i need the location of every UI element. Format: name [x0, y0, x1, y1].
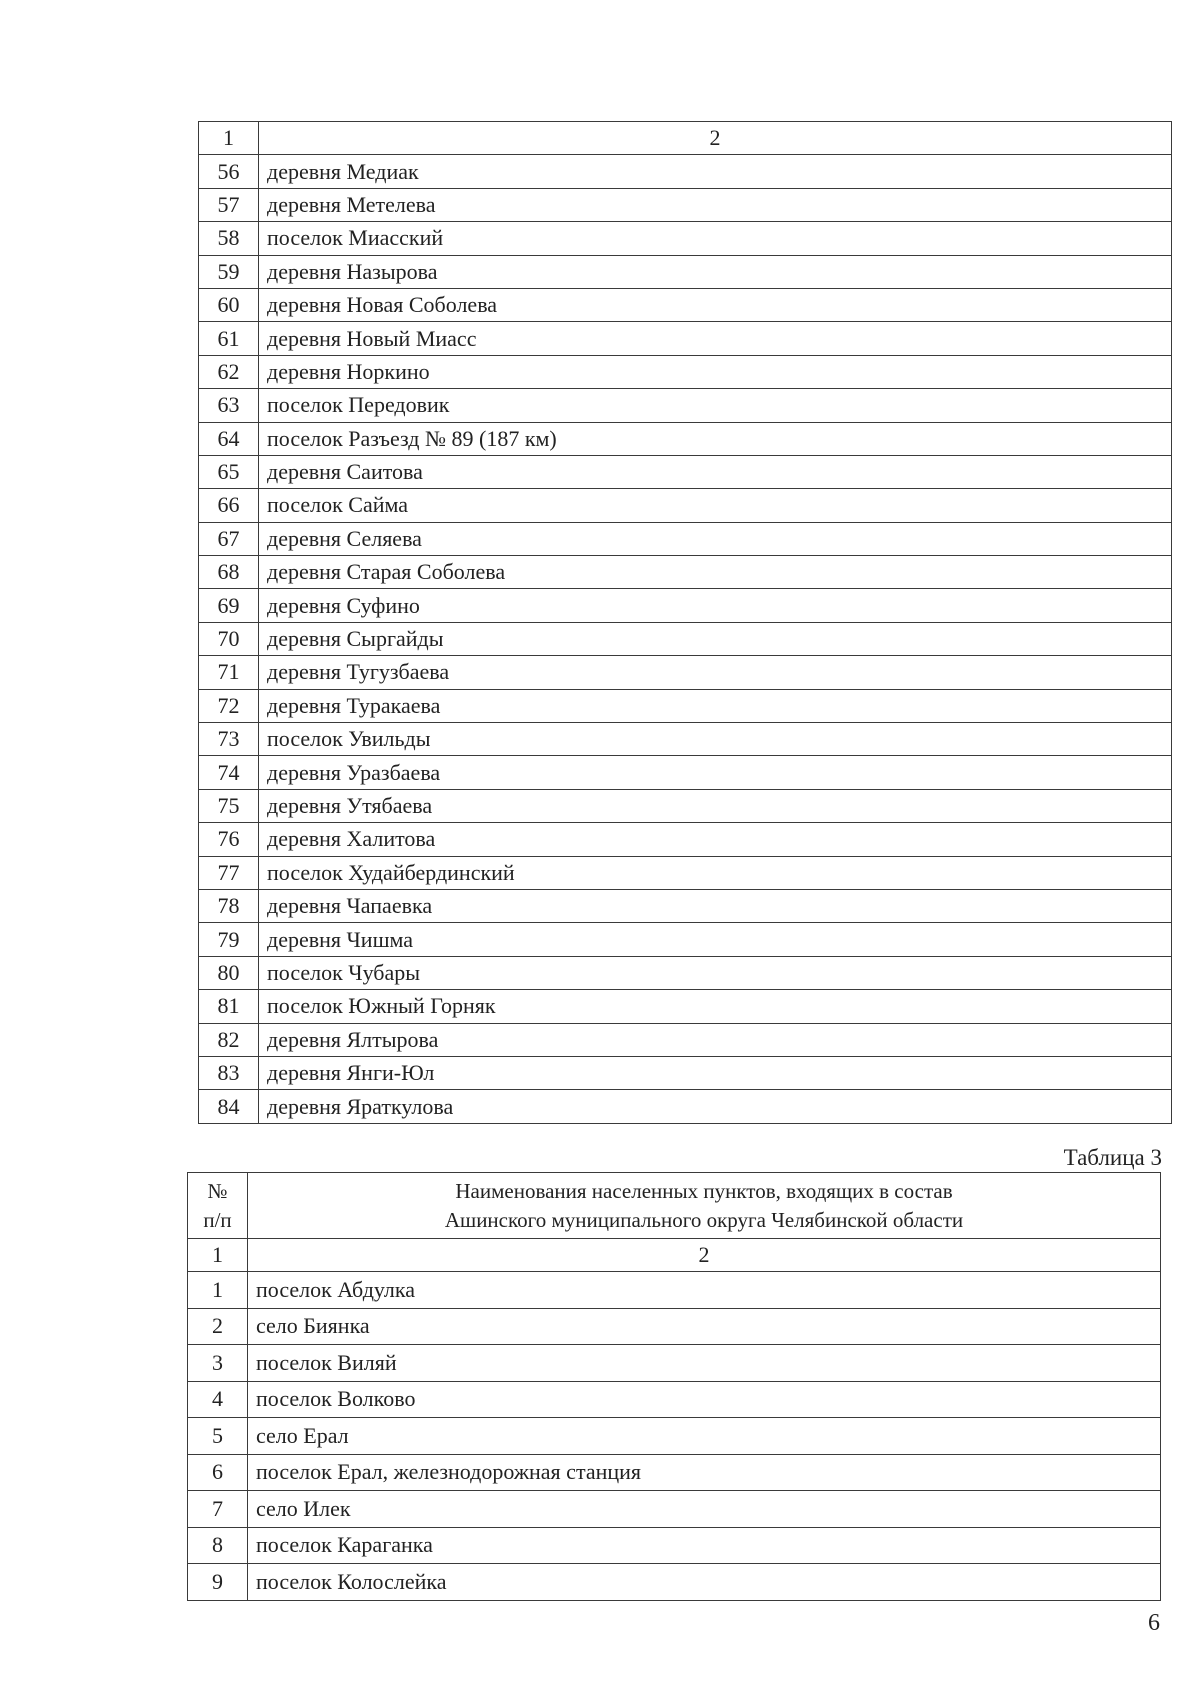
settlement-name: деревня Сыргайды: [259, 622, 1172, 655]
table-row: [199, 789, 1172, 822]
table-row: [199, 1056, 1172, 1089]
settlement-name: деревня Чишма: [259, 923, 1172, 956]
row-number: 84: [199, 1090, 259, 1123]
row-number: 56: [199, 155, 259, 188]
settlement-name: село Илек: [248, 1491, 1161, 1528]
table-row: [199, 288, 1172, 321]
row-number: 74: [199, 756, 259, 789]
table-row: [199, 155, 1172, 188]
settlement-name: поселок Южный Горняк: [259, 990, 1172, 1023]
table-row: [188, 1381, 1161, 1418]
row-number: 75: [199, 789, 259, 822]
column-index-2: 2: [248, 1239, 1161, 1272]
settlement-name: поселок Караганка: [248, 1527, 1161, 1564]
header-name-line-2: Ашинского муниципального округа Челябинской области: [444, 1207, 964, 1232]
settlement-name: поселок Увильды: [259, 723, 1172, 756]
row-number: 82: [199, 1023, 259, 1056]
table-row: [199, 455, 1172, 488]
table-row: [199, 422, 1172, 455]
row-number: 80: [199, 956, 259, 989]
row-number: 77: [199, 856, 259, 889]
header-number-cell: [188, 1173, 248, 1239]
table-row: [188, 1454, 1161, 1491]
table-row: [199, 489, 1172, 522]
row-number: 58: [199, 222, 259, 255]
page-number: 6: [1148, 1610, 1160, 1636]
row-number: 59: [199, 255, 259, 288]
table-row: [199, 689, 1172, 722]
settlement-name: деревня Яраткулова: [259, 1090, 1172, 1123]
settlement-name: деревня Утябаева: [259, 789, 1172, 822]
row-number: 62: [199, 355, 259, 388]
row-number: 65: [199, 455, 259, 488]
header-number-abbr: п/п: [203, 1207, 232, 1232]
row-number: 71: [199, 656, 259, 689]
table-row: [199, 956, 1172, 989]
settlement-name: поселок Передовик: [259, 389, 1172, 422]
row-number: 2: [188, 1308, 248, 1345]
row-number: 63: [199, 389, 259, 422]
row-number: 4: [188, 1381, 248, 1418]
settlement-name: поселок Ерал, железнодорожная станция: [248, 1454, 1161, 1491]
settlement-name: поселок Худайбердинский: [259, 856, 1172, 889]
row-number: 6: [188, 1454, 248, 1491]
column-index-2: 2: [259, 122, 1172, 155]
row-number: 73: [199, 723, 259, 756]
table-3-caption: Таблица 3: [1063, 1145, 1162, 1170]
settlement-name: деревня Янги-Юл: [259, 1056, 1172, 1089]
row-number: 64: [199, 422, 259, 455]
settlement-name: деревня Норкино: [259, 355, 1172, 388]
settlements-table-3: [187, 1172, 1161, 1601]
row-number: 7: [188, 1491, 248, 1528]
column-index-row: [199, 122, 1172, 155]
table-row: [188, 1491, 1161, 1528]
table-row: [199, 389, 1172, 422]
settlement-name: село Ерал: [248, 1418, 1161, 1455]
table-row: [199, 522, 1172, 555]
settlement-name: деревня Новый Миасс: [259, 322, 1172, 355]
settlement-name: деревня Суфино: [259, 589, 1172, 622]
row-number: 70: [199, 622, 259, 655]
row-number: 76: [199, 823, 259, 856]
settlement-name: село Биянка: [248, 1308, 1161, 1345]
table-row: [199, 222, 1172, 255]
table-row: [188, 1345, 1161, 1382]
table-row: [199, 556, 1172, 589]
settlements-table-continued: [198, 121, 1172, 1124]
table-row: [199, 823, 1172, 856]
table-row: [199, 622, 1172, 655]
table-row: [199, 589, 1172, 622]
row-number: 72: [199, 689, 259, 722]
row-number: 9: [188, 1564, 248, 1601]
settlement-name: деревня Ялтырова: [259, 1023, 1172, 1056]
settlement-name: деревня Халитова: [259, 823, 1172, 856]
table-row: [199, 355, 1172, 388]
settlement-name: деревня Новая Соболева: [259, 288, 1172, 321]
settlement-name: деревня Уразбаева: [259, 756, 1172, 789]
settlement-name: поселок Сайма: [259, 489, 1172, 522]
row-number: 1: [188, 1272, 248, 1309]
settlement-name: поселок Разъезд № 89 (187 км): [259, 422, 1172, 455]
table-row: [199, 923, 1172, 956]
settlement-name: деревня Селяева: [259, 522, 1172, 555]
settlement-name: деревня Медиак: [259, 155, 1172, 188]
header-row: [188, 1173, 1161, 1239]
table-row: [199, 656, 1172, 689]
row-number: 8: [188, 1527, 248, 1564]
column-index-1: 1: [188, 1239, 248, 1272]
settlement-name: деревня Саитова: [259, 455, 1172, 488]
settlement-name: деревня Туракаева: [259, 689, 1172, 722]
row-number: 57: [199, 188, 259, 221]
header-name-line-1: Наименования населенных пунктов, входящих в состав: [455, 1179, 953, 1204]
table-row: [199, 322, 1172, 355]
table-row: [199, 856, 1172, 889]
row-number: 5: [188, 1418, 248, 1455]
row-number: 3: [188, 1345, 248, 1382]
row-number: 69: [199, 589, 259, 622]
table-row: [188, 1564, 1161, 1601]
header-name-cell: [248, 1173, 1161, 1239]
table-row: [188, 1418, 1161, 1455]
table-row: [199, 990, 1172, 1023]
settlement-name: деревня Назырова: [259, 255, 1172, 288]
table-row: [199, 889, 1172, 922]
row-number: 83: [199, 1056, 259, 1089]
settlement-name: деревня Старая Соболева: [259, 556, 1172, 589]
settlement-name: поселок Миасский: [259, 222, 1172, 255]
table-row: [199, 1090, 1172, 1123]
table-row: [199, 723, 1172, 756]
column-index-row: [188, 1239, 1161, 1272]
row-number: 60: [199, 288, 259, 321]
settlement-name: поселок Колослейка: [248, 1564, 1161, 1601]
row-number: 67: [199, 522, 259, 555]
header-number-symbol: №: [207, 1179, 228, 1204]
row-number: 61: [199, 322, 259, 355]
settlement-name: поселок Виляй: [248, 1345, 1161, 1382]
table-row: [199, 756, 1172, 789]
settlement-name: деревня Чапаевка: [259, 889, 1172, 922]
row-number: 81: [199, 990, 259, 1023]
column-index-1: 1: [199, 122, 259, 155]
settlement-name: деревня Метелева: [259, 188, 1172, 221]
table-row: [188, 1527, 1161, 1564]
settlement-name: поселок Абдулка: [248, 1272, 1161, 1309]
table-row: [199, 255, 1172, 288]
table-row: [199, 188, 1172, 221]
table-row: [188, 1272, 1161, 1309]
settlement-name: поселок Волково: [248, 1381, 1161, 1418]
settlement-name: поселок Чубары: [259, 956, 1172, 989]
table-row: [188, 1308, 1161, 1345]
settlement-name: деревня Тугузбаева: [259, 656, 1172, 689]
row-number: 68: [199, 556, 259, 589]
table-row: [199, 1023, 1172, 1056]
row-number: 78: [199, 889, 259, 922]
row-number: 79: [199, 923, 259, 956]
row-number: 66: [199, 489, 259, 522]
